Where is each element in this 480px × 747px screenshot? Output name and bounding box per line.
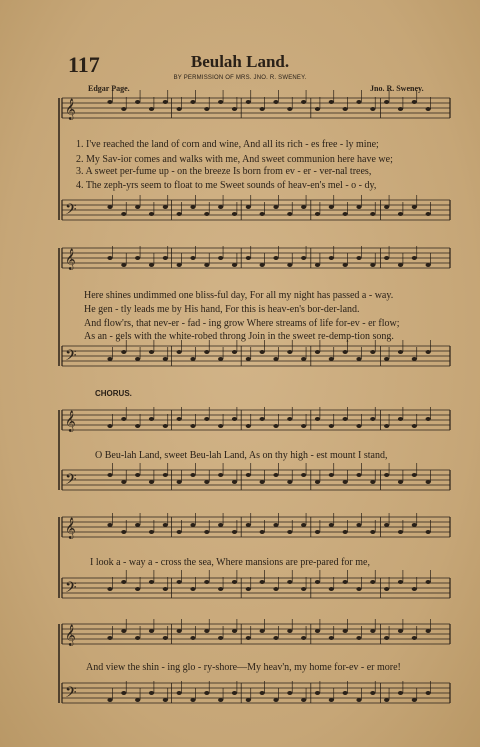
notehead xyxy=(370,629,375,633)
notehead xyxy=(426,417,431,421)
notehead xyxy=(121,691,126,695)
notehead xyxy=(260,212,265,216)
notehead xyxy=(287,263,292,267)
notehead xyxy=(232,350,237,354)
notehead xyxy=(315,350,320,354)
notehead xyxy=(149,263,154,267)
notehead xyxy=(384,473,389,477)
notehead xyxy=(426,691,431,695)
notehead xyxy=(177,417,182,421)
notehead xyxy=(177,350,182,354)
notehead xyxy=(329,256,334,260)
lyricist-credit: Edgar Page. xyxy=(88,84,130,93)
notehead xyxy=(412,473,417,477)
notehead xyxy=(135,100,140,104)
notehead xyxy=(273,473,278,477)
notehead xyxy=(149,629,154,633)
notehead xyxy=(163,698,168,702)
notehead xyxy=(190,205,195,209)
notehead xyxy=(315,417,320,421)
treble-clef: 𝄞 xyxy=(65,518,76,539)
notehead xyxy=(135,523,140,527)
notehead xyxy=(246,473,251,477)
notehead xyxy=(204,691,209,695)
notehead xyxy=(107,473,112,477)
notehead xyxy=(246,100,251,104)
bass-clef: 𝄢 xyxy=(65,347,77,368)
notehead xyxy=(273,698,278,702)
notehead xyxy=(246,357,251,361)
notehead xyxy=(163,100,168,104)
notehead xyxy=(287,417,292,421)
treble-clef: 𝄞 xyxy=(65,625,76,646)
notehead xyxy=(260,530,265,534)
notehead xyxy=(260,480,265,484)
notehead xyxy=(177,691,182,695)
notehead xyxy=(232,417,237,421)
notehead xyxy=(356,698,361,702)
notehead xyxy=(232,480,237,484)
notehead xyxy=(356,636,361,640)
notehead xyxy=(343,263,348,267)
chorus-line-2: I look a - way a - cross the sea, Where mansions are pre-pared for me, xyxy=(90,557,370,568)
notehead xyxy=(398,212,403,216)
notehead xyxy=(287,212,292,216)
notehead xyxy=(204,530,209,534)
notehead xyxy=(246,205,251,209)
notehead xyxy=(412,357,417,361)
notehead xyxy=(412,636,417,640)
notehead xyxy=(398,480,403,484)
notehead xyxy=(107,523,112,527)
notehead xyxy=(287,107,292,111)
notehead xyxy=(426,629,431,633)
notehead xyxy=(218,587,223,591)
notehead xyxy=(398,580,403,584)
notehead xyxy=(398,263,403,267)
notehead xyxy=(329,698,334,702)
notehead xyxy=(273,424,278,428)
notehead xyxy=(121,480,126,484)
notehead xyxy=(163,424,168,428)
notehead xyxy=(190,357,195,361)
notehead xyxy=(356,100,361,104)
notehead xyxy=(329,357,334,361)
notehead xyxy=(107,636,112,640)
notehead xyxy=(246,587,251,591)
notehead xyxy=(287,350,292,354)
notehead xyxy=(343,530,348,534)
notehead xyxy=(260,580,265,584)
notehead xyxy=(384,357,389,361)
hymn-title: Beulah Land. xyxy=(190,52,290,71)
verse-2-line-b: He gen - tly leads me by His hand, For this is heav-en's bor-der-land. xyxy=(84,304,360,315)
notehead xyxy=(246,698,251,702)
notehead xyxy=(273,205,278,209)
notehead xyxy=(121,107,126,111)
notehead xyxy=(177,530,182,534)
notehead xyxy=(301,100,306,104)
notehead xyxy=(412,424,417,428)
notehead xyxy=(163,205,168,209)
chorus-label: CHORUS. xyxy=(95,389,132,398)
notehead xyxy=(260,691,265,695)
notehead xyxy=(177,212,182,216)
notehead xyxy=(135,357,140,361)
bass-clef: 𝄢 xyxy=(65,684,77,705)
notehead xyxy=(121,417,126,421)
notehead xyxy=(232,691,237,695)
notehead xyxy=(329,523,334,527)
notehead xyxy=(329,473,334,477)
notehead xyxy=(287,530,292,534)
permission-note: BY PERMISSION OF MRS. JNO. R. SWENEY. xyxy=(173,75,307,81)
notehead xyxy=(329,587,334,591)
notehead xyxy=(412,698,417,702)
notehead xyxy=(315,629,320,633)
notehead xyxy=(218,698,223,702)
notehead xyxy=(163,523,168,527)
notehead xyxy=(287,629,292,633)
notehead xyxy=(343,417,348,421)
notehead xyxy=(287,580,292,584)
notehead xyxy=(177,629,182,633)
notehead xyxy=(273,357,278,361)
notehead xyxy=(426,107,431,111)
notehead xyxy=(315,263,320,267)
notehead xyxy=(190,256,195,260)
notehead xyxy=(190,523,195,527)
notehead xyxy=(412,205,417,209)
notehead xyxy=(218,100,223,104)
notehead xyxy=(204,350,209,354)
notehead xyxy=(356,473,361,477)
notehead xyxy=(343,107,348,111)
notehead xyxy=(384,636,389,640)
notehead xyxy=(260,417,265,421)
notehead xyxy=(356,587,361,591)
notehead xyxy=(398,417,403,421)
notehead xyxy=(301,523,306,527)
notehead xyxy=(107,587,112,591)
notehead xyxy=(177,107,182,111)
notehead xyxy=(177,580,182,584)
notehead xyxy=(301,473,306,477)
notehead xyxy=(398,691,403,695)
notehead xyxy=(426,263,431,267)
notehead xyxy=(204,263,209,267)
notehead xyxy=(121,580,126,584)
treble-clef: 𝄞 xyxy=(65,411,76,432)
notehead xyxy=(163,473,168,477)
notehead xyxy=(398,107,403,111)
notehead xyxy=(370,107,375,111)
notehead xyxy=(315,480,320,484)
notehead xyxy=(246,523,251,527)
notehead xyxy=(218,424,223,428)
notehead xyxy=(370,263,375,267)
notehead xyxy=(218,357,223,361)
verse-3-line-a: 3. A sweet per-fume up - on the breeze Is born from ev - er - ver-nal trees, xyxy=(76,166,372,177)
notehead xyxy=(149,212,154,216)
notehead xyxy=(163,357,168,361)
notehead xyxy=(204,417,209,421)
notehead xyxy=(301,698,306,702)
notehead xyxy=(260,629,265,633)
notehead xyxy=(149,350,154,354)
notehead xyxy=(135,424,140,428)
notehead xyxy=(398,350,403,354)
notehead xyxy=(384,698,389,702)
notehead xyxy=(135,587,140,591)
notehead xyxy=(370,480,375,484)
notehead xyxy=(121,629,126,633)
notehead xyxy=(177,263,182,267)
notehead xyxy=(190,100,195,104)
notehead xyxy=(301,357,306,361)
notehead xyxy=(287,691,292,695)
notehead xyxy=(232,263,237,267)
verse-4-line-a: 4. The zeph-yrs seem to float to me Sweet sounds of heav-en's mel - o - dy, xyxy=(76,180,377,191)
notehead xyxy=(107,256,112,260)
verse-4-line-b: As an - gels with the white-robed throng Join in the sweet re-demp-tion song. xyxy=(84,331,394,342)
notehead xyxy=(190,636,195,640)
notehead xyxy=(329,424,334,428)
notehead xyxy=(107,205,112,209)
notehead xyxy=(301,587,306,591)
notehead xyxy=(204,629,209,633)
notehead xyxy=(370,530,375,534)
notehead xyxy=(204,212,209,216)
notehead xyxy=(356,205,361,209)
composer-credit: Jno. R. Sweney. xyxy=(370,84,424,93)
notehead xyxy=(315,530,320,534)
notehead xyxy=(121,263,126,267)
notehead xyxy=(121,530,126,534)
notehead xyxy=(149,480,154,484)
notehead xyxy=(260,263,265,267)
chorus-line-1: O Beu-lah Land, sweet Beu-lah Land, As on thy high - est mount I stand, xyxy=(95,450,388,461)
notehead xyxy=(177,480,182,484)
notehead xyxy=(260,350,265,354)
notehead xyxy=(426,530,431,534)
notehead xyxy=(232,629,237,633)
notehead xyxy=(343,629,348,633)
notehead xyxy=(163,587,168,591)
notehead xyxy=(301,256,306,260)
notehead xyxy=(218,256,223,260)
notehead xyxy=(384,205,389,209)
notehead xyxy=(135,473,140,477)
notehead xyxy=(301,424,306,428)
notehead xyxy=(135,698,140,702)
notehead xyxy=(343,350,348,354)
notehead xyxy=(246,424,251,428)
notehead xyxy=(384,256,389,260)
notehead xyxy=(370,691,375,695)
notehead xyxy=(370,417,375,421)
notehead xyxy=(190,473,195,477)
notehead xyxy=(163,636,168,640)
notehead xyxy=(273,256,278,260)
notehead xyxy=(246,256,251,260)
notehead xyxy=(384,523,389,527)
notehead xyxy=(232,212,237,216)
notehead xyxy=(315,212,320,216)
notehead xyxy=(149,580,154,584)
notehead xyxy=(190,587,195,591)
notehead xyxy=(301,205,306,209)
notehead xyxy=(343,691,348,695)
notehead xyxy=(204,580,209,584)
notehead xyxy=(149,530,154,534)
notehead xyxy=(398,530,403,534)
notehead xyxy=(370,350,375,354)
verse-1-line-b: Here shines undimmed one bliss-ful day, For all my night has passed a - way. xyxy=(84,290,394,301)
notehead xyxy=(356,357,361,361)
notehead xyxy=(107,698,112,702)
notehead xyxy=(426,212,431,216)
notehead xyxy=(107,424,112,428)
notehead xyxy=(121,350,126,354)
notehead xyxy=(149,691,154,695)
notehead xyxy=(343,580,348,584)
notehead xyxy=(384,424,389,428)
notehead xyxy=(370,580,375,584)
verse-3-line-b: And flow'rs, that nev-er - fad - ing grow Where streams of life for-ev - er flow; xyxy=(84,318,400,329)
notehead xyxy=(273,636,278,640)
notehead xyxy=(426,580,431,584)
verse-2-line-a: 2. My Sav-ior comes and walks with me, And sweet communion here have we; xyxy=(76,154,393,165)
notehead xyxy=(107,100,112,104)
notehead xyxy=(426,350,431,354)
notehead xyxy=(370,212,375,216)
notehead xyxy=(384,100,389,104)
notehead xyxy=(273,100,278,104)
bass-clef: 𝄢 xyxy=(65,579,77,600)
notehead xyxy=(163,256,168,260)
notehead xyxy=(218,636,223,640)
notehead xyxy=(204,480,209,484)
notehead xyxy=(149,417,154,421)
notehead xyxy=(356,256,361,260)
notehead xyxy=(149,107,154,111)
notehead xyxy=(315,691,320,695)
notehead xyxy=(232,580,237,584)
notehead xyxy=(384,587,389,591)
notehead xyxy=(260,107,265,111)
verse-1-line-a: 1. I've reached the land of corn and wine, And all its rich - es free - ly mine; xyxy=(76,139,379,150)
notehead xyxy=(398,629,403,633)
notehead xyxy=(232,530,237,534)
notehead xyxy=(287,480,292,484)
notehead xyxy=(343,212,348,216)
notehead xyxy=(135,636,140,640)
notehead xyxy=(232,107,237,111)
notehead xyxy=(412,587,417,591)
chorus-line-3: And view the shin - ing glo - ry-shore—My heav'n, my home for-ev - er more! xyxy=(86,662,401,673)
notehead xyxy=(329,100,334,104)
notehead xyxy=(273,587,278,591)
notehead xyxy=(343,480,348,484)
notehead xyxy=(190,698,195,702)
notehead xyxy=(218,473,223,477)
notehead xyxy=(301,636,306,640)
notehead xyxy=(218,523,223,527)
notehead xyxy=(426,480,431,484)
notehead xyxy=(329,636,334,640)
treble-clef: 𝄞 xyxy=(65,249,76,270)
notehead xyxy=(135,256,140,260)
notehead xyxy=(412,256,417,260)
bass-clef: 𝄢 xyxy=(65,471,77,492)
hymn-number: 117 xyxy=(68,52,100,77)
notehead xyxy=(218,205,223,209)
notehead xyxy=(204,107,209,111)
bass-clef: 𝄢 xyxy=(65,201,77,222)
notehead xyxy=(412,523,417,527)
notehead xyxy=(121,212,126,216)
treble-clef: 𝄞 xyxy=(65,99,76,120)
notehead xyxy=(315,107,320,111)
notehead xyxy=(356,523,361,527)
notehead xyxy=(315,580,320,584)
notehead xyxy=(329,205,334,209)
notehead xyxy=(356,424,361,428)
notehead xyxy=(135,205,140,209)
notehead xyxy=(246,636,251,640)
notehead xyxy=(412,100,417,104)
notehead xyxy=(273,523,278,527)
notehead xyxy=(190,424,195,428)
notehead xyxy=(107,357,112,361)
